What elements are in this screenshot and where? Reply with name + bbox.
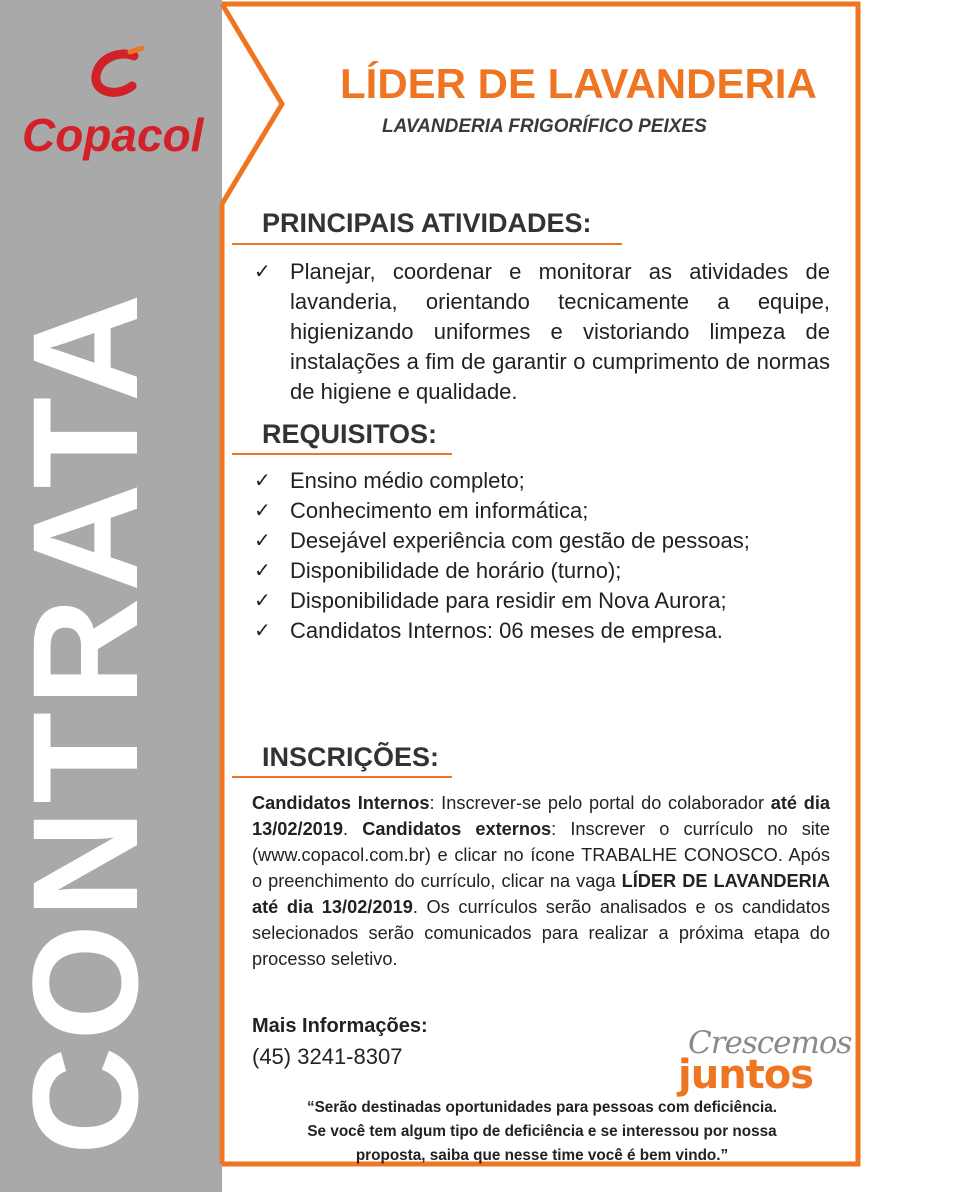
slogan-bold: juntos (678, 1052, 814, 1098)
registration-text (252, 790, 830, 972)
contact-phone: (45) 3241-8307 (252, 1044, 403, 1069)
separator: . (343, 819, 363, 839)
activities-heading-rule (232, 243, 622, 245)
list-item (254, 556, 834, 586)
inclusion-quote (262, 1096, 822, 1168)
quote-line: “Serão destinadas oportunidades para pessoas com deficiência. (306, 1099, 778, 1116)
job-title: LÍDER DE LAVANDERIA (340, 60, 817, 107)
more-info-label: Mais Informações: (252, 1015, 428, 1037)
requirement-text: Conhecimento em informática; (290, 498, 589, 523)
slogan-script: Crescemos (688, 1025, 852, 1061)
check-mark-icon: ✓ (254, 530, 271, 552)
logo-wordmark: Copacol (22, 109, 204, 161)
check-mark-icon: ✓ (254, 560, 271, 582)
logo-swoosh-icon (90, 46, 150, 106)
external-label: Candidatos externos (362, 819, 552, 839)
registration-heading: INSCRIÇÕES: (262, 742, 440, 772)
check-mark-icon: ✓ (254, 620, 271, 642)
internal-text: : Inscrever-se pelo portal do colaborador (429, 793, 771, 813)
contrata-vertical-title: CONTRATA (1, 287, 169, 1155)
activities-list (254, 257, 830, 407)
registration-heading-rule (232, 776, 452, 778)
list-item (254, 616, 834, 646)
requirements-heading-rule (232, 453, 452, 455)
list-item (254, 526, 774, 556)
check-mark-icon: ✓ (254, 590, 271, 612)
list-item (254, 496, 834, 526)
closing-text: . Os currículos serão analisados e os candidatos selecionados serão comunicados para realizar a próxima etapa do processo seletivo. (252, 897, 831, 969)
job-subtitle: LAVANDERIA FRIGORÍFICO PEIXES (382, 116, 707, 137)
requirement-text: Disponibilidade para residir em Nova Aurora; (290, 588, 727, 613)
requirements-heading: REQUISITOS: (262, 419, 438, 449)
check-mark-icon: ✓ (254, 261, 271, 283)
activity-text: Planejar, coordenar e monitorar as atividades de lavanderia, orientando tecnicamente a equipe, higienizando uniformes e vistoriando limpeza de instalações a fim de garantir o cumprimento de normas de higiene e qualidade. (290, 259, 830, 404)
list-item (254, 466, 834, 496)
external-text: : Inscrever o currículo no site (www.copacol.com.br) e clicar no ícone TRABALHE CONOSCO. Após o preenchimento do currículo, clicar na vaga (252, 819, 830, 891)
list-item (254, 586, 834, 616)
requirements-list (254, 466, 834, 646)
check-mark-icon: ✓ (254, 500, 271, 522)
requirement-text: Ensino médio completo; (290, 468, 525, 493)
check-mark-icon: ✓ (254, 470, 271, 492)
internal-deadline: até dia 13/02/2019 (252, 793, 831, 839)
requirement-text: Disponibilidade de horário (turno); (290, 558, 622, 583)
requirement-text: Desejável experiência com gestão de pessoas; (290, 528, 750, 553)
quote-line: Se você tem algum tipo de deficiência e se interessou por nossa (307, 1123, 777, 1140)
internal-label: Candidatos Internos (252, 793, 430, 813)
company-logo (0, 0, 222, 210)
quote-line: proposta, saiba que nesse time você é bem vindo.” (355, 1147, 729, 1164)
external-vacancy: LÍDER DE LAVANDERIA até dia 13/02/2019 (252, 871, 830, 917)
requirement-text: Candidatos Internos: 06 meses de empresa. (290, 618, 723, 643)
list-item (254, 257, 830, 407)
activities-heading: PRINCIPAIS ATIVIDADES: (262, 208, 592, 238)
